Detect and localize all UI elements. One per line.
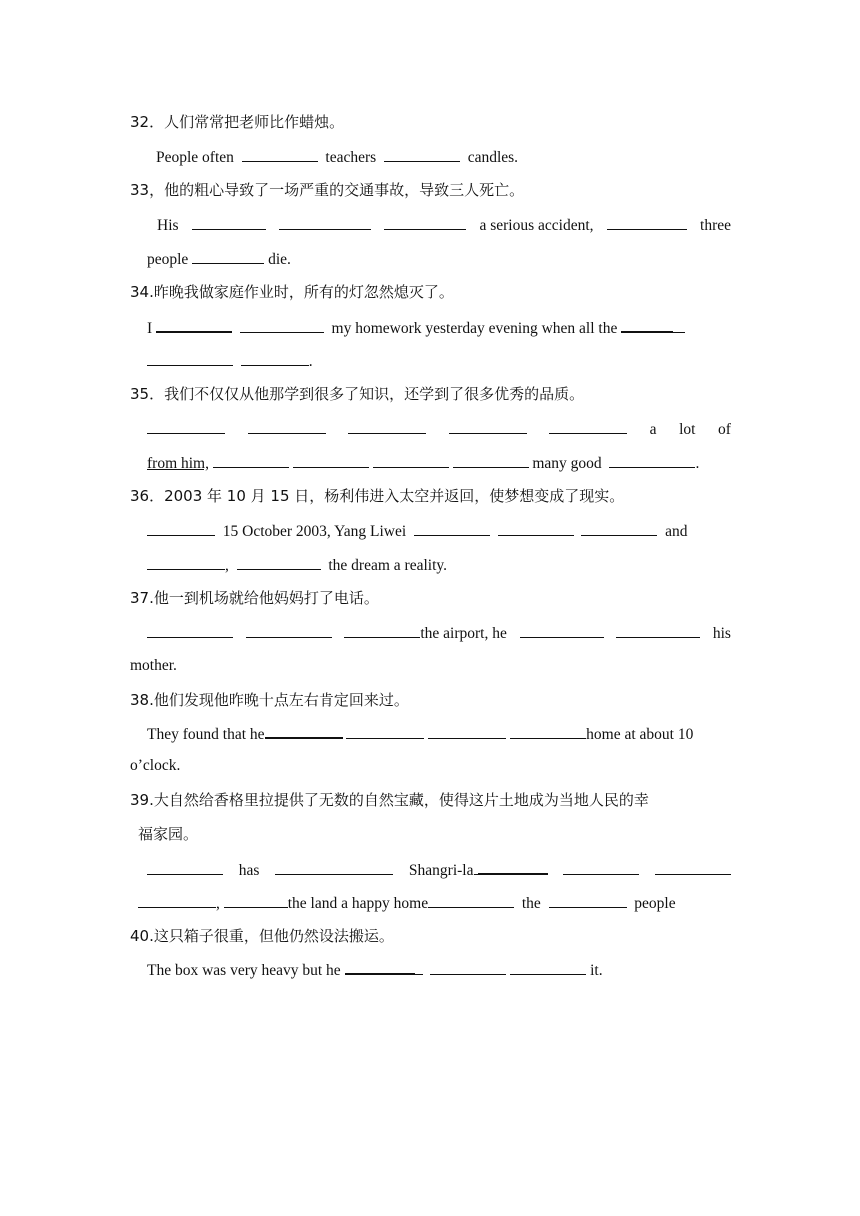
text: three [700,217,731,234]
question-32-chinese: 32．人们常常把老师比作蜡烛。 [130,113,345,131]
text: many good [532,455,602,472]
question-40-chinese: 40.这只箱子很重，但他仍然设法搬运。 [130,927,394,945]
question-39-english-line2 [138,892,676,914]
text: his [712,625,731,642]
text: candles. [467,149,519,166]
underlined-text: from him, [147,455,209,472]
question-37-english-line1 [147,622,731,644]
question-39-chinese-line2: 福家园。 [138,825,199,843]
text: Shangri-la [408,862,474,879]
blank[interactable] [224,892,288,908]
blank[interactable] [453,452,529,468]
question-38-chinese: 38.他们发现他昨晚十点左右肯定回来过。 [130,691,409,709]
blank[interactable] [348,418,426,434]
blank[interactable] [240,317,324,333]
blank[interactable] [345,958,415,975]
blank[interactable] [344,622,420,638]
blank[interactable] [428,723,506,739]
blank[interactable] [192,248,264,264]
blank[interactable] [192,214,266,230]
text: has [238,862,260,879]
text: I [147,320,153,337]
text: the airport, he [420,625,507,642]
text: teachers [325,149,377,166]
blank[interactable] [246,622,332,638]
blank[interactable] [147,520,215,536]
question-33-chinese: 33，他的粗心导致了一场严重的交通事故，导致三人死亡。 [130,181,525,199]
blank[interactable] [138,892,216,908]
blank[interactable] [609,452,695,468]
blank[interactable] [213,452,289,468]
text: . [308,353,313,370]
question-39-english-line1 [147,858,731,881]
question-37-chinese: 37.他一到机场就给他妈妈打了电话。 [130,589,379,607]
blank[interactable] [414,520,490,536]
blank[interactable] [510,959,586,975]
text: the [521,895,541,912]
blank[interactable] [248,418,326,434]
question-36-chinese: 36．2003 年 10 月 15 日，杨利伟进入太空并返回，使梦想变成了现实。 [130,487,625,505]
blank[interactable] [563,859,639,875]
question-35-chinese: 35．我们不仅仅从他那学到很多了知识，还学到了很多优秀的品质。 [130,385,585,403]
blank[interactable] [415,959,423,975]
question-38-english-line2: o’clock. [130,757,181,774]
blank[interactable] [616,622,700,638]
text: it. [590,962,603,979]
question-35-english-line1 [147,418,731,440]
text: . [695,455,700,472]
blank[interactable] [156,316,232,333]
blank[interactable] [549,892,627,908]
blank[interactable] [147,554,225,570]
question-35-english-line2 [147,452,699,474]
text: They found that he [147,726,265,743]
blank[interactable] [498,520,574,536]
question-34-english-line2 [147,350,313,372]
question-33-english-line1 [157,214,731,236]
question-34-chinese: 34.昨晚我做家庭作业时，所有的灯忽然熄灭了。 [130,283,454,301]
blank[interactable] [384,214,466,230]
blank[interactable] [607,214,687,230]
blank[interactable] [581,520,657,536]
blank[interactable] [265,722,343,739]
blank[interactable] [242,146,318,162]
blank[interactable] [147,418,225,434]
question-33-english-line2 [147,248,291,270]
text: a [649,421,657,438]
blank[interactable] [279,214,371,230]
text: the dream a reality. [328,557,448,574]
text: and [665,523,688,540]
question-34-english-line1 [147,316,685,339]
question-36-english-line2 [147,554,447,576]
text: , [216,895,220,912]
blank[interactable] [673,317,685,333]
blank[interactable] [147,859,223,875]
blank[interactable] [510,723,586,739]
question-32-english [156,146,518,168]
blank[interactable] [275,859,393,875]
text: , [225,557,229,574]
question-38-english-line1 [147,722,693,745]
text: people [634,895,676,912]
text: people [147,251,189,268]
question-37-english-line2: mother. [130,657,177,674]
question-40-english [147,958,603,981]
blank[interactable] [293,452,369,468]
blank[interactable] [478,858,548,875]
blank[interactable] [655,859,731,875]
text: the land a happy home [287,895,429,912]
text: People often [156,149,234,166]
blank[interactable] [237,554,321,570]
blank[interactable] [147,622,233,638]
text: lot [679,421,696,438]
blank[interactable] [241,350,309,366]
text: of [717,421,731,438]
blank[interactable] [520,622,604,638]
text: His [157,217,179,234]
blank[interactable] [549,418,627,434]
question-39-chinese: 39.大自然给香格里拉提供了无数的自然宝藏，使得这片土地成为当地人民的幸 [130,791,649,809]
text: die. [268,251,291,268]
blank[interactable] [449,418,527,434]
question-36-english-line1 [147,520,688,542]
blank[interactable] [384,146,460,162]
text: The box was very heavy but he [147,962,341,979]
text: 15 October 2003, Yang Liwei [222,523,407,540]
blank[interactable] [147,350,233,366]
blank[interactable] [621,316,673,333]
blank[interactable] [346,723,424,739]
text: home at about 10 [586,726,694,743]
text: my homework yesterday evening when all the [331,320,618,337]
blank[interactable] [428,892,514,908]
blank[interactable] [373,452,449,468]
blank[interactable] [430,959,506,975]
text: a serious accident, [479,217,594,234]
